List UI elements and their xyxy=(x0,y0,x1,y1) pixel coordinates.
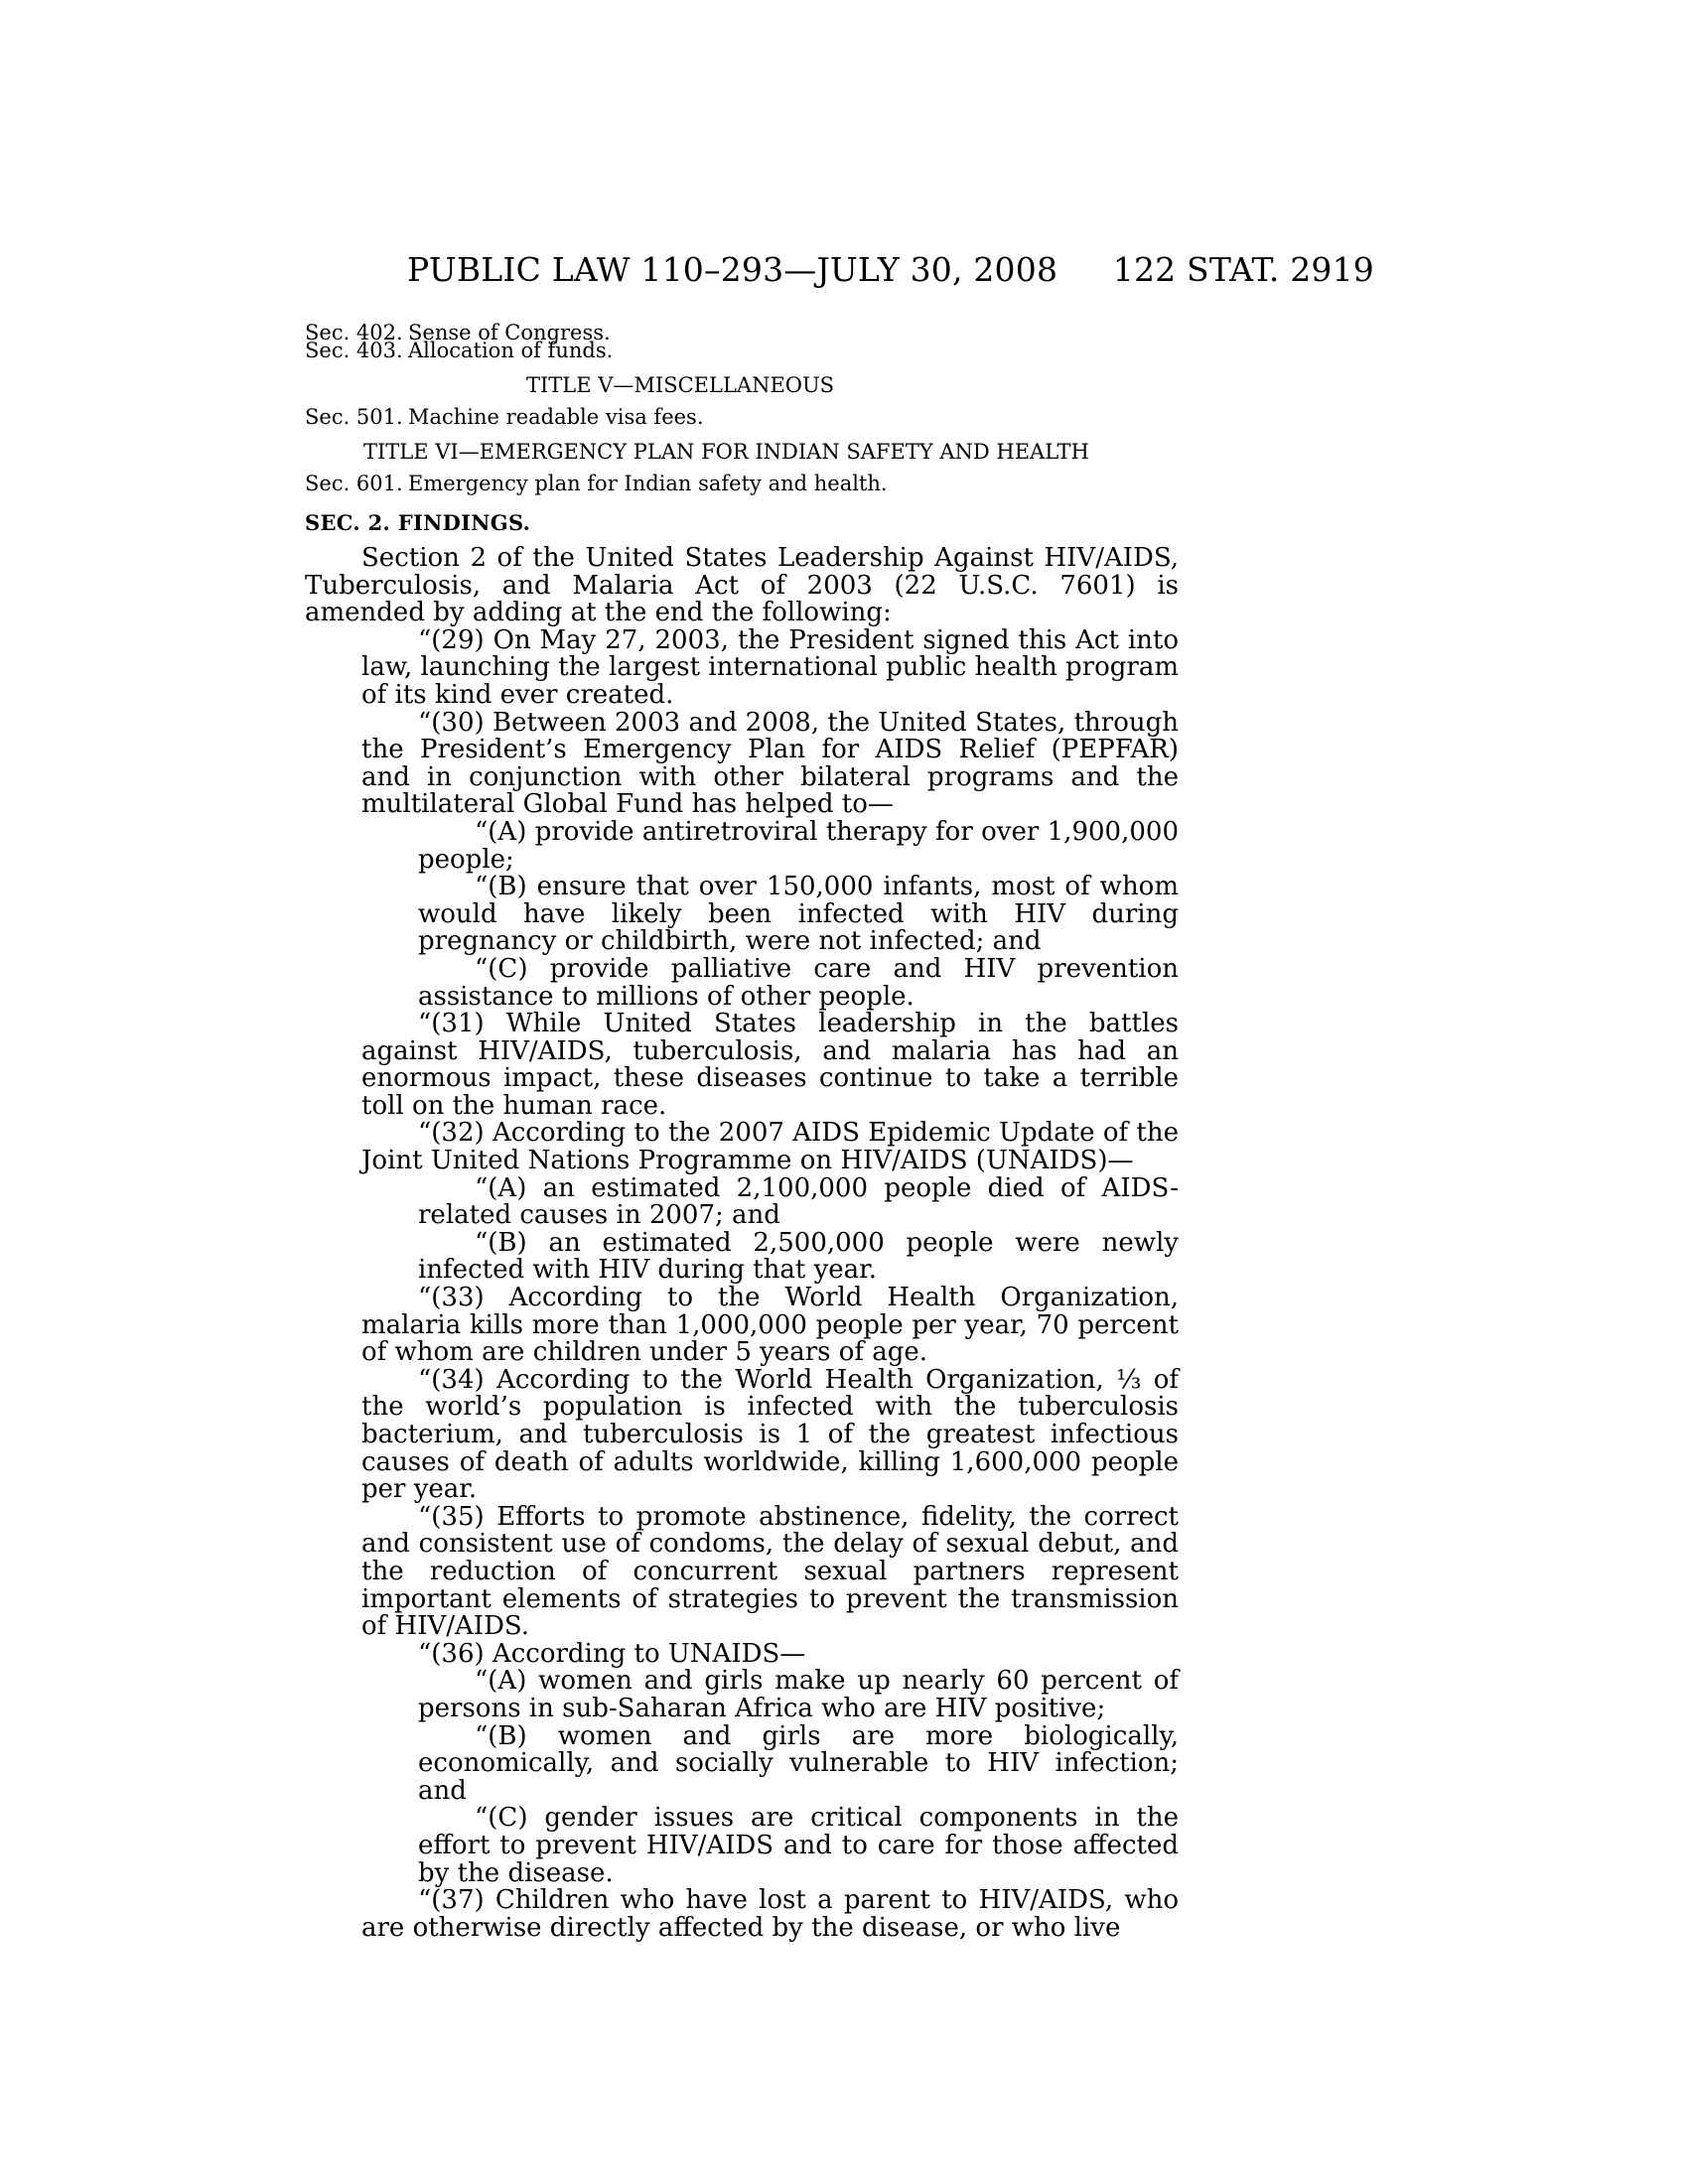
finding-36-b: “(B) women and girls are more biologically, economically, and socially vulnerable to HIV infection; and xyxy=(418,1720,1179,1806)
finding-37: “(37) Children who have lost a parent to HIV/AIDS, who are otherwise directly affected by the disease, or who live xyxy=(361,1885,1179,1943)
toc-title-6: TITLE VI—EMERGENCY PLAN FOR INDIAN SAFETY AND HEALTH xyxy=(363,440,1089,464)
running-header xyxy=(300,250,1374,292)
finding-35: “(35) Efforts to promote abstinence, fidelity, the correct and consistent use of condoms, the delay of sexual debut, and the reduction of concurrent sexual partners represent important elements of strategies to prevent the transmission of HIV/AIDS. xyxy=(361,1501,1179,1642)
toc-text: Machine readable visa fees. xyxy=(408,405,704,429)
toc-entry-sec601 xyxy=(305,474,1198,494)
finding-36-c: “(C) gender issues are critical components in the effort to prevent HIV/AIDS and to care for those affected by the disease. xyxy=(418,1803,1179,1888)
finding-32-b: “(B) an estimated 2,500,000 people were newly infected with HIV during that year. xyxy=(418,1227,1179,1286)
toc-entry-sec501 xyxy=(305,407,1198,428)
section-heading: SEC. 2. FINDINGS. xyxy=(305,510,531,535)
section-body xyxy=(305,545,1179,1942)
finding-33: “(33) According to the World Health Organization, malaria kills more than 1,000,000 people per year, 70 percent of whom are children under 5 years of age. xyxy=(361,1283,1179,1368)
finding-30-c: “(C) provide palliative care and HIV prevention assistance to millions of other people. xyxy=(418,953,1179,1012)
toc-text: Sense of Congress. xyxy=(408,321,611,344)
toc-title-5: TITLE V—MISCELLANEOUS xyxy=(526,373,835,397)
finding-36: “(36) According to UNAIDS— xyxy=(418,1638,806,1669)
toc-number: Sec. 403. xyxy=(305,339,403,362)
toc-entry-sec403 xyxy=(305,341,1198,361)
finding-32: “(32) According to the 2007 AIDS Epidemic Update of the Joint United Nations Programme on HIV/AIDS (UNAIDS)— xyxy=(361,1118,1179,1176)
finding-29: “(29) On May 27, 2003, the President signed this Act into law, launching the largest international public health program of its kind ever created. xyxy=(361,624,1179,710)
finding-30-b: “(B) ensure that over 150,000 infants, most of whom would have likely been infected with HIV during pregnancy or childbirth, were not infected; and xyxy=(418,872,1179,957)
toc-number: Sec. 402. xyxy=(305,321,403,344)
finding-34: “(34) According to the World Health Organization, ⅓ of the world’s population is infected with the tuberculosis bacterium, and tuberculosis is 1 of the greatest infectious causes of death of adults worldwide, killing 1,600,000 people per year. xyxy=(361,1364,1179,1505)
finding-36-a: “(A) women and girls make up nearly 60 percent of persons in sub-Saharan Africa who are HIV positive; xyxy=(418,1666,1179,1723)
toc-number: Sec. 601. xyxy=(305,472,403,495)
header-title: PUBLIC LAW 110–293—JULY 30, 2008 xyxy=(407,250,1058,289)
header-stat-citation: 122 STAT. 2919 xyxy=(1112,250,1374,289)
toc-text: Emergency plan for Indian safety and health. xyxy=(408,472,888,495)
toc-number: Sec. 501. xyxy=(305,405,403,429)
finding-31: “(31) While United States leadership in the battles against HIV/AIDS, tuberculosis, and malaria has had an enormous impact, these diseases continue to take a terrible toll on the human race. xyxy=(361,1009,1179,1121)
paragraph-intro: Section 2 of the United States Leadership Against HIV/AIDS, Tuberculosis, and Malaria Act of 2003 (22 U.S.C. 7601) is amended by adding at the end the following: xyxy=(305,543,1179,628)
finding-32-a: “(A) an estimated 2,100,000 people died of AIDS-related causes in 2007; and xyxy=(418,1172,1179,1231)
finding-30: “(30) Between 2003 and 2008, the United States, through the President’s Emergency Plan for AIDS Relief (PEPFAR) and in conjunction with other bilateral programs and the multilateral Global Fund has helped to— xyxy=(361,707,1179,820)
toc-text: Allocation of funds. xyxy=(408,339,614,362)
finding-30-a: “(A) provide antiretroviral therapy for over 1,900,000 people; xyxy=(418,816,1179,875)
